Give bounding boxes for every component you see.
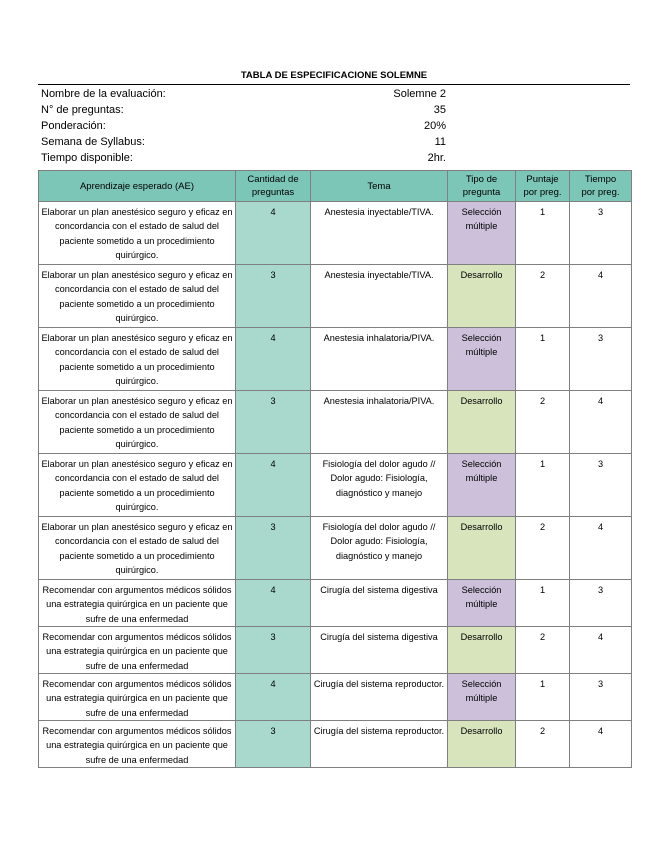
cell-puntaje: 1 (516, 202, 570, 265)
header-cantidad-line1: Cantidad de (247, 174, 299, 185)
header-tipo-line1: Tipo de (465, 174, 498, 185)
cell-cantidad: 3 (236, 517, 311, 580)
cell-puntaje: 2 (516, 721, 570, 768)
meta-value: 2hr. (427, 152, 446, 164)
header-ae: Aprendizaje esperado (AE) (39, 171, 236, 202)
header-cantidad (236, 171, 311, 202)
header-tema: Tema (311, 171, 448, 202)
cell-tema: Cirugía del sistema digestiva (311, 580, 448, 627)
cell-puntaje: 2 (516, 391, 570, 454)
cell-tiempo: 4 (570, 265, 632, 328)
cell-aprendizaje: Recomendar con argumentos médicos sólidos una estrategia quirúrgica en un paciente que sufre de una enfermedad (39, 580, 236, 627)
cell-tema: Anestesia inyectable/TIVA. (311, 202, 448, 265)
cell-aprendizaje: Recomendar con argumentos médicos sólidos una estrategia quirúrgica en un paciente que sufre de una enfermedad (39, 674, 236, 721)
header-puntaje-line2: por preg. (523, 187, 562, 198)
cell-tipo: Desarrollo (448, 517, 516, 580)
cell-tipo: Desarrollo (448, 265, 516, 328)
meta-label: Nombre de la evaluación: (41, 88, 166, 100)
cell-tipo: Selección múltiple (448, 202, 516, 265)
meta-value: 35 (433, 104, 446, 116)
cell-tiempo: 4 (570, 721, 632, 768)
cell-aprendizaje: Recomendar con argumentos médicos sólidos una estrategia quirúrgica en un paciente que sufre de una enfermedad (39, 721, 236, 768)
title-divider (38, 84, 630, 85)
cell-aprendizaje: Elaborar un plan anestésico seguro y eficaz en concordancia con el estado de salud del paciente sometido a un procedimiento quirúrgico. (39, 328, 236, 391)
table-row (39, 328, 632, 391)
cell-puntaje: 2 (516, 517, 570, 580)
header-tiempo (570, 171, 632, 202)
meta-value: Solemne 2 (393, 88, 446, 100)
cell-cantidad: 4 (236, 674, 311, 721)
cell-puntaje: 1 (516, 674, 570, 721)
table-row (39, 517, 632, 580)
header-tiempo-line2: por preg. (581, 187, 620, 198)
cell-tipo: Selección múltiple (448, 580, 516, 627)
cell-tema: Cirugía del sistema reproductor. (311, 674, 448, 721)
cell-puntaje: 1 (516, 580, 570, 627)
cell-tipo: Desarrollo (448, 627, 516, 674)
cell-tiempo: 3 (570, 454, 632, 517)
header-puntaje (516, 171, 570, 202)
header-tipo (448, 171, 516, 202)
cell-tema: Anestesia inhalatoria/PIVA. (311, 328, 448, 391)
meta-value: 20% (423, 120, 446, 132)
cell-tipo: Desarrollo (448, 391, 516, 454)
cell-puntaje: 1 (516, 328, 570, 391)
cell-cantidad: 3 (236, 265, 311, 328)
table-header-row (39, 171, 632, 202)
cell-tiempo: 4 (570, 627, 632, 674)
cell-cantidad: 3 (236, 391, 311, 454)
table-row (39, 721, 632, 768)
document-title: TABLA DE ESPECIFICACIONE SOLEMNE (240, 70, 428, 81)
header-cantidad-line2: preguntas (251, 187, 295, 198)
cell-tema: Cirugía del sistema digestiva (311, 627, 448, 674)
cell-puntaje: 2 (516, 627, 570, 674)
cell-aprendizaje: Elaborar un plan anestésico seguro y eficaz en concordancia con el estado de salud del paciente sometido a un procedimiento quirúrgico. (39, 454, 236, 517)
cell-tiempo: 3 (570, 328, 632, 391)
cell-cantidad: 3 (236, 721, 311, 768)
table-row (39, 391, 632, 454)
cell-tiempo: 4 (570, 391, 632, 454)
cell-aprendizaje: Elaborar un plan anestésico seguro y eficaz en concordancia con el estado de salud del paciente sometido a un procedimiento quirúrgico. (39, 517, 236, 580)
header-puntaje-line1: Puntaje (526, 174, 559, 185)
table-row (39, 627, 632, 674)
table-row (39, 202, 632, 265)
cell-tema: Anestesia inyectable/TIVA. (311, 265, 448, 328)
header-tipo-line2: pregunta (462, 187, 501, 198)
cell-aprendizaje: Elaborar un plan anestésico seguro y eficaz en concordancia con el estado de salud del paciente sometido a un procedimiento quirúrgico. (39, 391, 236, 454)
cell-aprendizaje: Elaborar un plan anestésico seguro y eficaz en concordancia con el estado de salud del paciente sometido a un procedimiento quirúrgico. (39, 202, 236, 265)
meta-label: Semana de Syllabus: (41, 136, 145, 148)
cell-tiempo: 3 (570, 202, 632, 265)
table-row (39, 580, 632, 627)
cell-cantidad: 4 (236, 328, 311, 391)
cell-tema: Anestesia inhalatoria/PIVA. (311, 391, 448, 454)
table-row (39, 265, 632, 328)
specification-table (38, 170, 632, 768)
cell-tema: Fisiología del dolor agudo // Dolor agudo: Fisiología, diagnóstico y manejo (311, 517, 448, 580)
cell-tema: Cirugía del sistema reproductor. (311, 721, 448, 768)
cell-aprendizaje: Recomendar con argumentos médicos sólidos una estrategia quirúrgica en un paciente que sufre de una enfermedad (39, 627, 236, 674)
cell-cantidad: 4 (236, 580, 311, 627)
cell-cantidad: 4 (236, 454, 311, 517)
header-tiempo-line1: Tiempo (584, 174, 617, 185)
cell-cantidad: 4 (236, 202, 311, 265)
cell-tiempo: 4 (570, 517, 632, 580)
cell-puntaje: 2 (516, 265, 570, 328)
cell-tema: Fisiología del dolor agudo // Dolor agudo: Fisiología, diagnóstico y manejo (311, 454, 448, 517)
table-row (39, 454, 632, 517)
cell-cantidad: 3 (236, 627, 311, 674)
meta-value: 11 (434, 136, 446, 148)
cell-puntaje: 1 (516, 454, 570, 517)
cell-tiempo: 3 (570, 674, 632, 721)
cell-tipo: Selección múltiple (448, 454, 516, 517)
cell-tipo: Selección múltiple (448, 328, 516, 391)
cell-aprendizaje: Elaborar un plan anestésico seguro y eficaz en concordancia con el estado de salud del paciente sometido a un procedimiento quirúrgico. (39, 265, 236, 328)
meta-label: Ponderación: (41, 120, 106, 132)
cell-tipo: Desarrollo (448, 721, 516, 768)
cell-tipo: Selección múltiple (448, 674, 516, 721)
cell-tiempo: 3 (570, 580, 632, 627)
meta-label: Tiempo disponible: (41, 152, 133, 164)
meta-label: N° de preguntas: (41, 104, 124, 116)
table-row (39, 674, 632, 721)
